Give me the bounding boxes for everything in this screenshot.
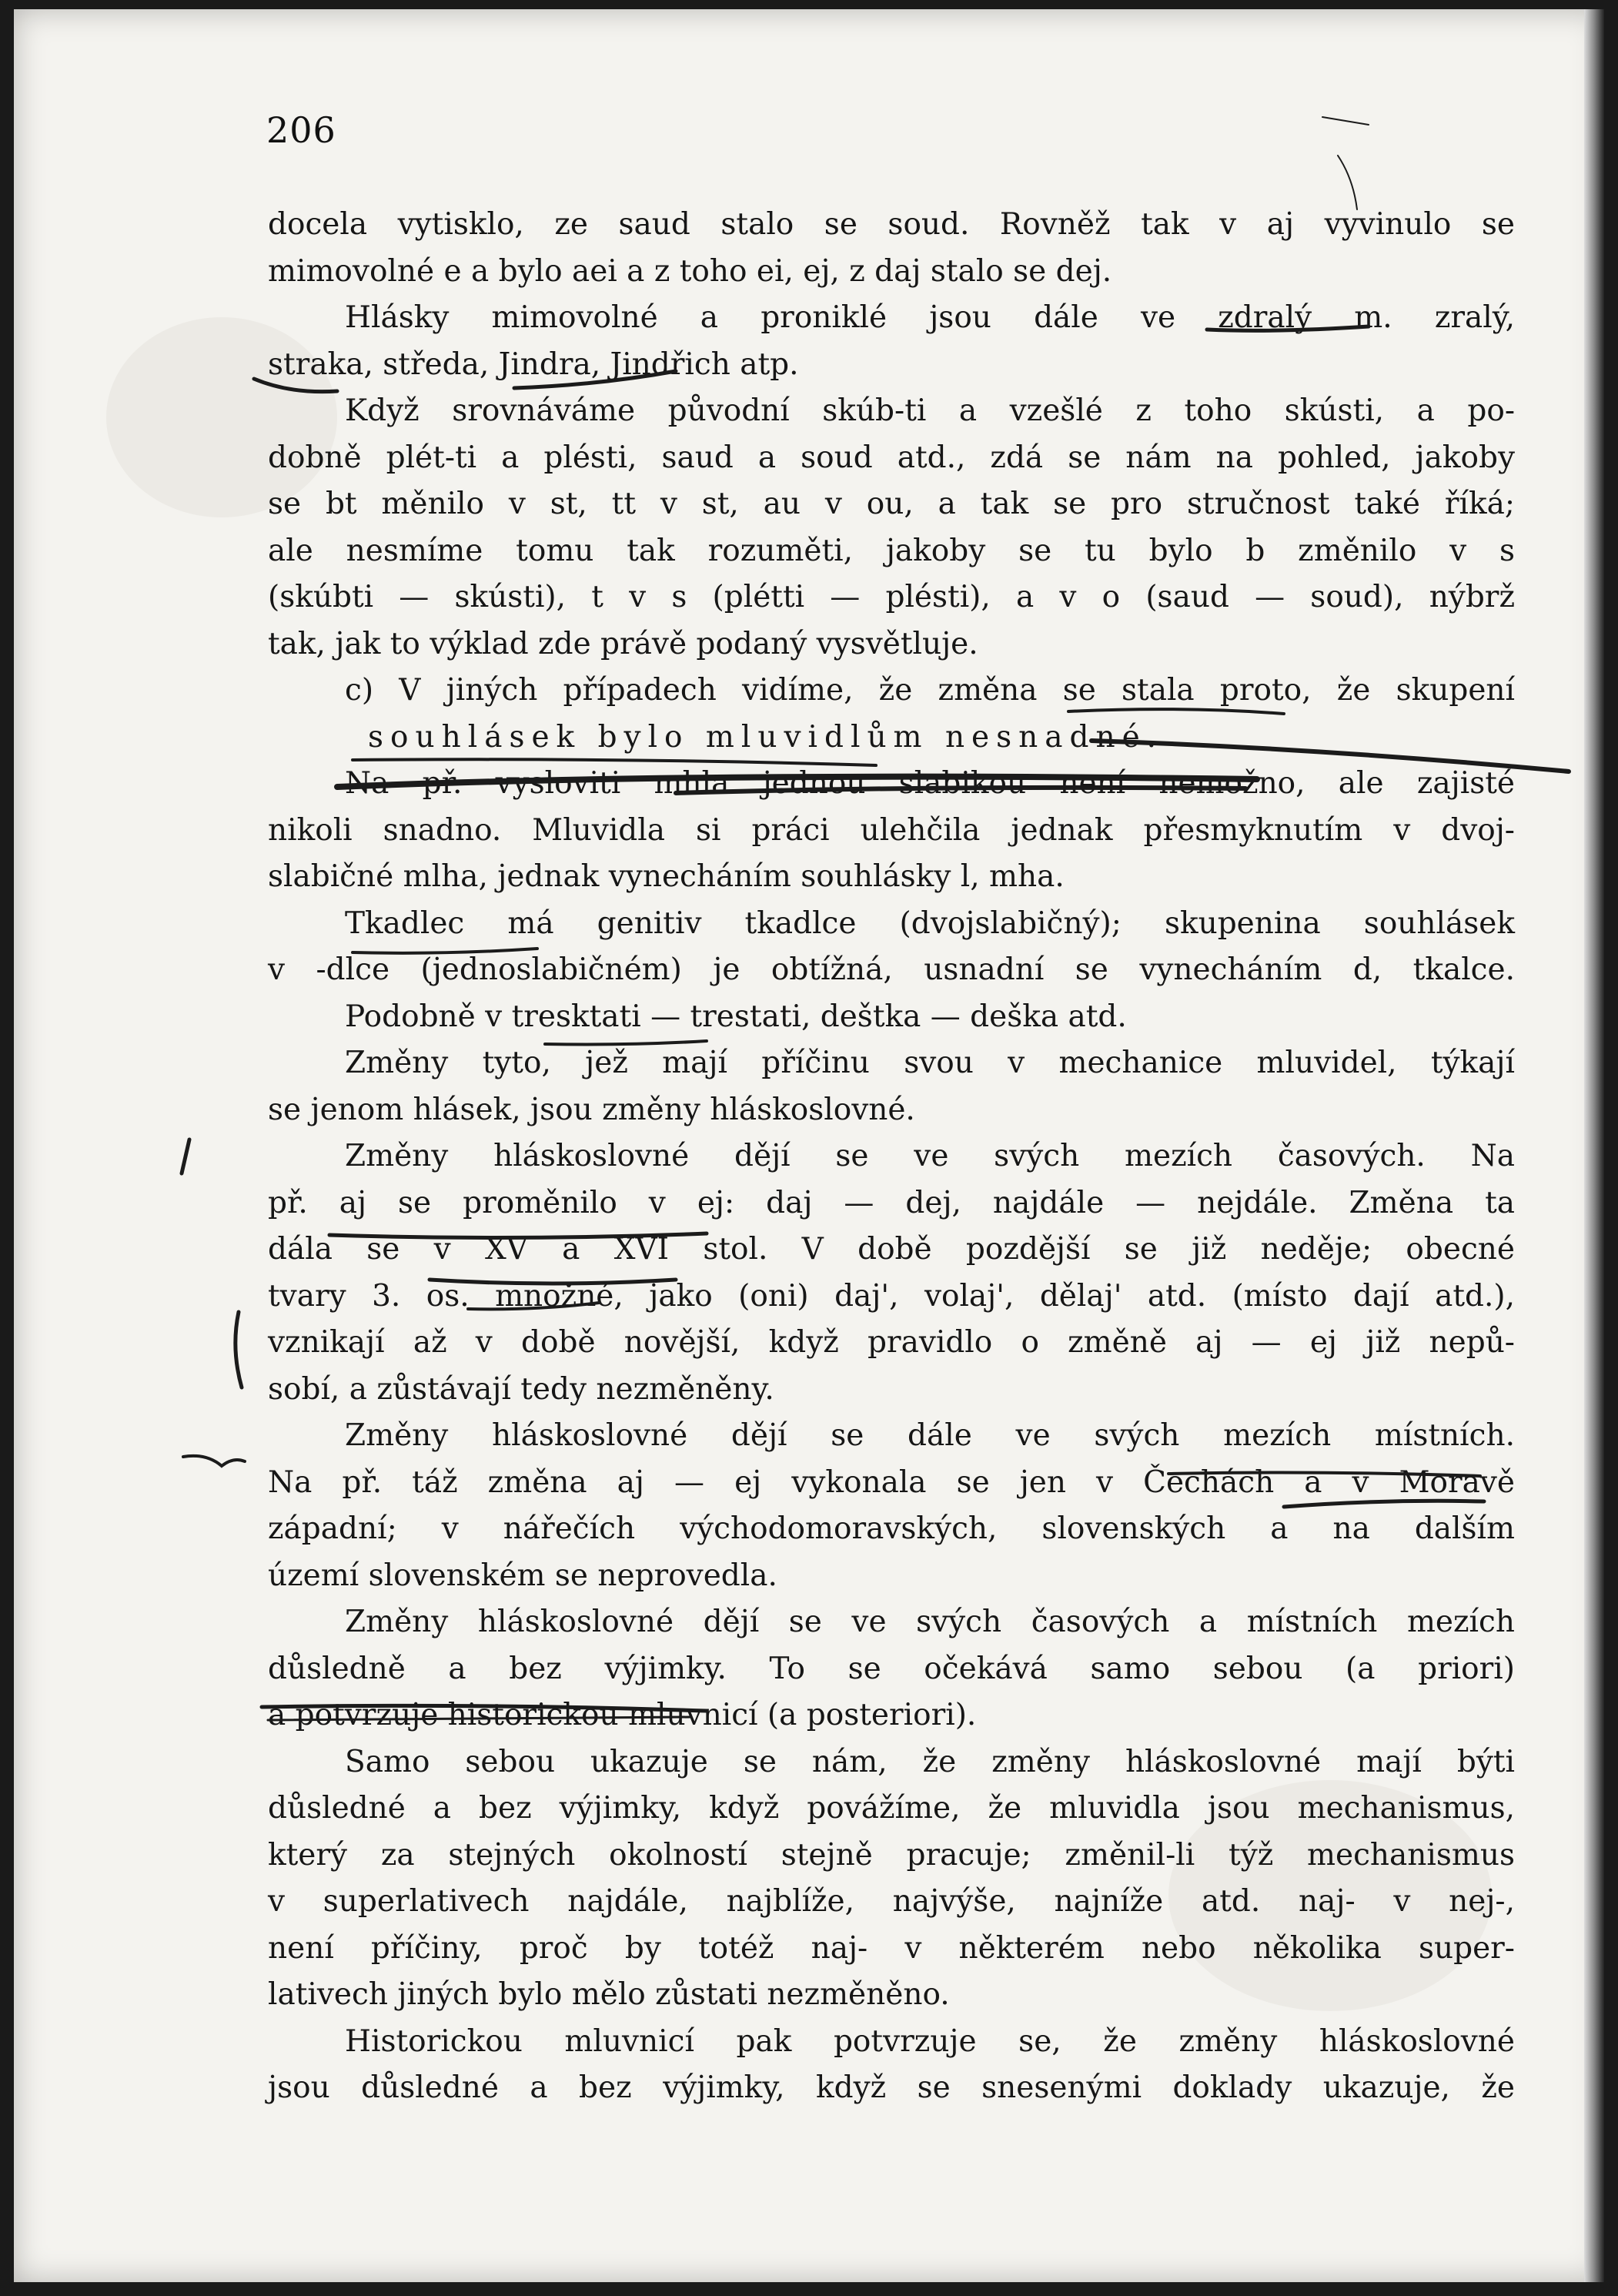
text-line: důsledně a bez výjimky. To se očekává samo sebou (a priori) (268, 1651, 1515, 1686)
text-line: sobí, a zůstávají tedy nezměněny. (268, 1371, 774, 1407)
text-line: který za stejných okolností stejně pracuje; změnil-li týž mechanismus (268, 1837, 1515, 1873)
text-line: důsledné a bez výjimky, když povážíme, že mluvidla jsou mechanismus, (268, 1791, 1515, 1826)
text-line: se bt měnilo v st, tt v st, au v ou, a tak se pro stručnost také říká; (268, 487, 1515, 521)
text-line: Změny hláskoslovné dějí se ve svých mezích časových. Na (345, 1139, 1515, 1173)
text-line: ale nesmíme tomu tak rozuměti, jakoby se tu bylo b změnilo v s (268, 533, 1515, 568)
text-line: území slovenském se neprovedla. (268, 1558, 777, 1593)
text-line: Změny hláskoslovné dějí se ve svých časových a místních mezích (345, 1605, 1515, 1639)
text-line: jsou důsledné a bez výjimky, když se snesenými doklady ukazuje, že (268, 2070, 1515, 2105)
text-line: dobně plét-ti a plésti, saud a soud atd., zdá se nám na pohled, jakoby (268, 440, 1515, 475)
pen-scratch-corner (1322, 117, 1369, 125)
text-line: vznikají až v době novější, když pravidlo o změně aj — ej již nepů- (268, 1325, 1515, 1360)
text-line: slabičné mlha, jednak vynecháním souhlásky l, mha. (268, 859, 1065, 894)
text-line: Změny tyto, jež mají příčinu svou v mechanice mluvidel, týkají (345, 1046, 1515, 1080)
text-line: tvary 3. os. množné, jako (oni) daj', volaj', dělaj' atd. (místo dají atd.), (268, 1278, 1515, 1314)
text-line: nikoli snadno. Mluvidla si práci ulehčila jednak přesmyknutím v dvoj- (268, 812, 1515, 848)
text-line: (skúbti — skústi), t v s (plétti — plésti), a v o (saud — soud), nýbrž (268, 580, 1515, 614)
text-line: Změny hláskoslovné dějí se dále ve svých mezích místních. (345, 1418, 1515, 1453)
text-line: není příčiny, proč by totéž naj- v některém nebo několika super- (268, 1930, 1515, 1966)
margin-mark-2 (236, 1312, 242, 1387)
text-line: Tkadlec má genitiv tkadlce (dvojslabičný); skupenina souhlásek (345, 905, 1515, 941)
text-line: a potvrzuje historickou mluvnicí (a posteriori). (268, 1698, 977, 1732)
book-page (14, 9, 1604, 2282)
text-line: Na př. vysloviti mhla jednou slabikou není nemožno, ale zajisté (345, 766, 1515, 801)
text-line: Hlásky mimovolné a proniklé jsou dále ve zdralý m. zralý, (345, 300, 1515, 335)
text-line: př. aj se proměnilo v ej: daj — dej, najdále — nejdále. Změna ta (268, 1185, 1515, 1220)
text-line: souhlásek bylo mluvidlům nesnadné. (368, 719, 1164, 755)
text-line: západní; v nářečích východomoravských, slovenských a na dalším (268, 1511, 1515, 1546)
body-text (268, 202, 1515, 2112)
text-line: Když srovnáváme původní skúb-ti a vzešlé z toho skústi, a po- (345, 393, 1515, 428)
text-line: lativech jiných bylo mělo zůstati nezměněno. (268, 1977, 950, 2012)
text-line: dála se v XV a XVI stol. V době pozdější se již neděje; obecné (268, 1232, 1515, 1267)
text-line: Samo sebou ukazuje se nám, že změny hláskoslovné mají býti (345, 1744, 1515, 1779)
text-line: tak, jak to výklad zde právě podaný vysvětluje. (268, 626, 978, 661)
text-line: Podobně v tresktati — trestati, deštka — deška atd. (345, 999, 1127, 1034)
page-edge-shadow (1584, 9, 1604, 2282)
text-line: v -dlce (jednoslabičném) je obtížná, usnadní se vynecháním d, tkalce. (268, 952, 1515, 987)
text-line: v superlativech najdále, najblíže, najvýše, najníže atd. naj- v nej-, (268, 1884, 1515, 1919)
text-line: mimovolné e a bylo aei a z toho ei, ej, z daj stalo se dej. (268, 253, 1112, 289)
text-line: c) V jiných případech vidíme, že změna se stala proto, že skupení (345, 673, 1515, 708)
text-line: se jenom hlásek, jsou změny hláskoslovné. (268, 1092, 915, 1127)
text-line: straka, středa, Jindra, Jindřich atp. (268, 346, 799, 382)
text-line: Historickou mluvnicí pak potvrzuje se, že změny hláskoslovné (345, 2023, 1515, 2059)
text-line: docela vytisklo, ze saud stalo se soud. Rovněž tak v aj vyvinulo se (268, 207, 1515, 242)
margin-mark-3 (183, 1456, 245, 1466)
text-line: Na př. táž změna aj — ej vykonala se jen v Čechách a v Moravě (268, 1464, 1515, 1500)
margin-mark-1 (182, 1140, 189, 1173)
page-number: 206 (266, 109, 336, 151)
